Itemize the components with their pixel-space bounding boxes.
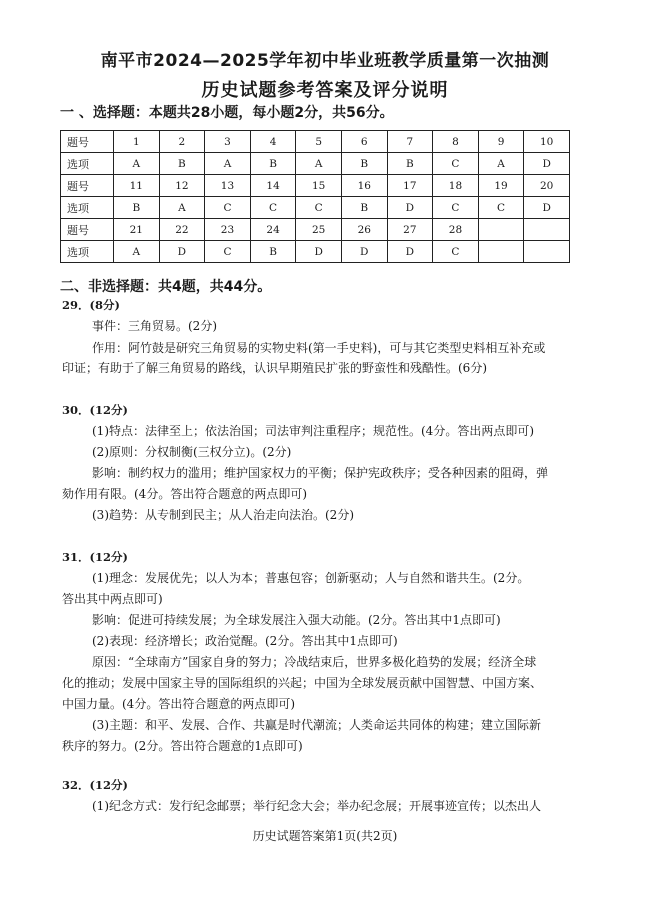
answer-table-cell: D [387, 241, 433, 263]
section-2-heading: 二、非选择题：共4题，共44分。 [60, 279, 272, 295]
q31-line: (2)表现：经济增长；政治觉醒。(2分。答出其中1点即可) [92, 634, 398, 648]
answer-table-cell: 5 [296, 131, 342, 153]
answer-table-cell: 1 [114, 131, 160, 153]
answer-table-cell: A [478, 153, 524, 175]
q30-line: (2)原则：分权制衡(三权分立)。(2分) [92, 445, 292, 459]
answer-table-cell: 26 [341, 219, 387, 241]
question-29-number: 29．(8分) [62, 298, 120, 312]
answer-table-cell: 7 [387, 131, 433, 153]
q29-line: 印证；有助于了解三角贸易的路线，认识早期殖民扩张的野蛮性和残酷性。(6分) [62, 361, 488, 375]
q32-line: (1)纪念方式：发行纪念邮票；举行纪念大会；举办纪念展；开展事迹宣传；以杰出人 [92, 799, 542, 813]
answer-table-row [61, 175, 570, 197]
answer-table-cell: 17 [387, 175, 433, 197]
answer-table-cell: 8 [433, 131, 479, 153]
document-title: 南平市2024—2025学年初中毕业班教学质量第一次抽测 [100, 51, 550, 71]
q31-line: 答出其中两点即可) [62, 592, 163, 606]
answer-table-cell: C [296, 197, 342, 219]
section-1-heading: 一 、选择题：本题共28小题，每小题2分，共56分。 [60, 105, 394, 121]
answer-table-header-cell: 选项 [61, 241, 114, 263]
q31-line: (3)主题：和平、发展、合作、共赢是时代潮流；人类命运共同体的构建；建立国际新 [92, 718, 542, 732]
answer-table-cell: 18 [433, 175, 479, 197]
answer-table-row [61, 241, 570, 263]
answer-table-header-cell: 选项 [61, 153, 114, 175]
answer-table-row [61, 153, 570, 175]
q31-line: 中国力量。(4分。答出符合题意的两点即可) [62, 697, 295, 711]
q30-line: (1)特点：法律至上；依法治国；司法审判注重程序；规范性。(4分。答出两点即可) [92, 424, 534, 438]
answer-table-cell: 15 [296, 175, 342, 197]
answer-table-cell: 24 [250, 219, 296, 241]
answer-table-cell: 3 [205, 131, 251, 153]
answer-table-cell: 20 [524, 175, 570, 197]
answer-table-header-cell: 题号 [61, 131, 114, 153]
answer-table-row [61, 219, 570, 241]
answer-table-cell: A [205, 153, 251, 175]
q31-line: 化的推动；发展中国家主导的国际组织的兴起；中国为全球发展贡献中国智慧、中国方案、 [62, 676, 543, 690]
answer-table-cell: C [433, 197, 479, 219]
answer-table-cell: D [524, 153, 570, 175]
answer-table-cell: 28 [433, 219, 479, 241]
answer-table-cell: D [387, 197, 433, 219]
answer-table-cell: C [433, 153, 479, 175]
answer-table-cell: B [341, 197, 387, 219]
answer-table-cell: B [341, 153, 387, 175]
answer-table-header-cell: 题号 [61, 219, 114, 241]
answer-table-cell: 23 [205, 219, 251, 241]
answer-table-cell: C [250, 197, 296, 219]
answer-table-cell: B [159, 153, 205, 175]
answer-table-cell: D [296, 241, 342, 263]
answer-table-cell: 4 [250, 131, 296, 153]
answer-table-cell: B [387, 153, 433, 175]
answer-table-cell: 12 [159, 175, 205, 197]
answer-table [60, 130, 570, 263]
answer-table-cell: 13 [205, 175, 251, 197]
answer-table-cell: 16 [341, 175, 387, 197]
q29-line: 作用：阿竹鼓是研究三角贸易的实物史料(第一手史料)，可与其它类型史料相互补充或 [92, 341, 546, 355]
answer-table-cell: C [205, 197, 251, 219]
page-footer: 历史试题答案第1页(共2页) [252, 829, 398, 843]
q31-line: 原因：“全球南方”国家自身的努力；冷战结束后，世界多极化趋势的发展；经济全球 [92, 655, 537, 669]
answer-table-cell [524, 219, 570, 241]
question-31-number: 31．(12分) [62, 550, 128, 564]
answer-table-cell: C [478, 197, 524, 219]
answer-table-cell: 2 [159, 131, 205, 153]
answer-table-header-cell: 选项 [61, 197, 114, 219]
answer-table-cell: D [159, 241, 205, 263]
answer-table-cell: 9 [478, 131, 524, 153]
answer-table-cell: D [524, 197, 570, 219]
answer-table-cell: B [250, 241, 296, 263]
answer-table-cell: A [296, 153, 342, 175]
q30-line: (3)趋势：从专制到民主；从人治走向法治。(2分) [92, 508, 354, 522]
answer-table-cell: C [433, 241, 479, 263]
q31-line: 影响：促进可持续发展；为全球发展注入强大动能。(2分。答出其中1点即可) [92, 613, 501, 627]
answer-table-cell: D [341, 241, 387, 263]
answer-table-cell: 27 [387, 219, 433, 241]
q30-line: 劾作用有限。(4分。答出符合题意的两点即可) [62, 487, 307, 501]
question-32-number: 32．(12分) [62, 778, 128, 792]
answer-table-cell [478, 219, 524, 241]
answer-table-cell: C [205, 241, 251, 263]
answer-table-cell: 22 [159, 219, 205, 241]
answer-table-cell: 19 [478, 175, 524, 197]
answer-table-row [61, 131, 570, 153]
answer-table-cell: 21 [114, 219, 160, 241]
answer-table-cell: A [114, 153, 160, 175]
answer-table-cell: 25 [296, 219, 342, 241]
answer-table-cell: 6 [341, 131, 387, 153]
q30-line: 影响：制约权力的滥用；维护国家权力的平衡；保护宪政秩序；受各种因素的阻碍，弹 [92, 466, 549, 480]
answer-table-cell [478, 241, 524, 263]
answer-table-cell: B [250, 153, 296, 175]
question-30-number: 30．(12分) [62, 403, 128, 417]
answer-table-header-cell: 题号 [61, 175, 114, 197]
answer-table-cell: 10 [524, 131, 570, 153]
document-subtitle: 历史试题参考答案及评分说明 [201, 80, 449, 101]
answer-table-cell: 14 [250, 175, 296, 197]
q31-line: 秩序的努力。(2分。答出符合题意的1点即可) [62, 739, 303, 753]
answer-table-cell: A [159, 197, 205, 219]
q29-line: 事件：三角贸易。(2分) [92, 319, 217, 333]
q31-line: (1)理念：发展优先；以人为本；普惠包容；创新驱动；人与自然和谐共生。(2分。 [92, 571, 530, 585]
answer-table-cell: B [114, 197, 160, 219]
answer-table-cell: A [114, 241, 160, 263]
answer-table-row [61, 197, 570, 219]
answer-table-cell [524, 241, 570, 263]
answer-table-cell: 11 [114, 175, 160, 197]
